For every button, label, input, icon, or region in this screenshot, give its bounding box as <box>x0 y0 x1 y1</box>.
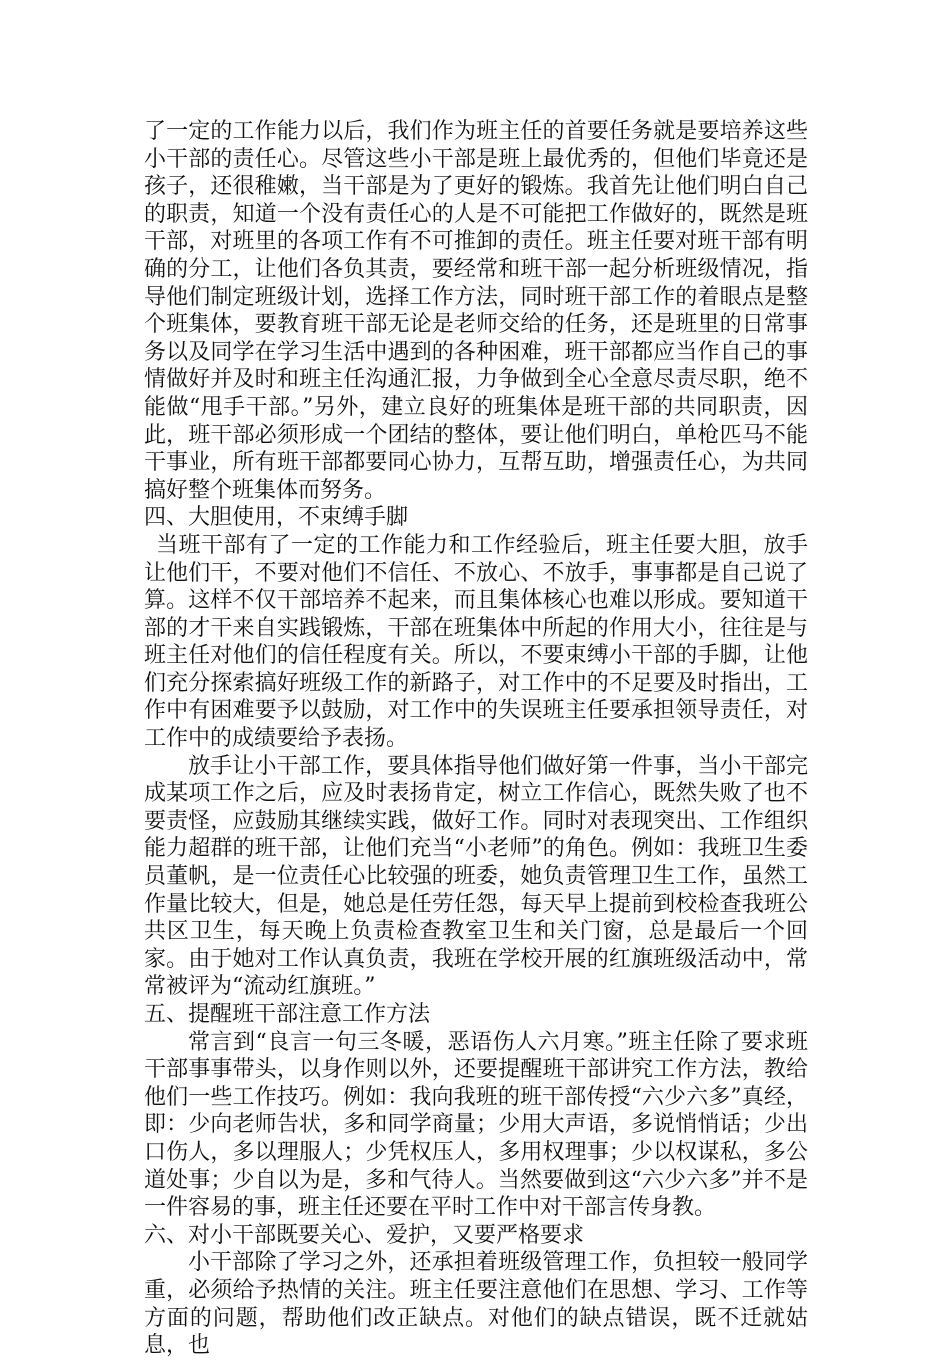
section-heading-four: 四、大胆使用，不束缚手脚 <box>144 505 409 531</box>
section-heading-six: 六、对小干部既要关心、爱护，又要严格要求 <box>144 1222 585 1248</box>
section-heading-five: 五、提醒班干部注意工作方法 <box>144 1002 431 1027</box>
paragraph-first-task: 放手让小干部工作，要具体指导他们做好第一件事，当小干部完成某项工作之后，应及时表扬肯定，树立工作信心，既然失败了也不要责怪，应鼓励其继续实践，做好工作。同时对表现突出、工作组织能力超群的班干部，让他们充当“小老师”的角色。例如：我班卫生委员董帆，是一位责任心比较强的班委，她负责管理卫生工作，虽然工作量比较大，但是，她总是任劳任怨，每天早上提前到校检查我班公共区卫生，每天晚上负责检查教室卫生和关门窗，总是最后一个回家。由于她对工作认真负责，我班在学校开展的红旗班级活动中，常常被评为“流动红旗班。” <box>144 753 808 1000</box>
paragraph-care-strict: 小干部除了学习之外，还承担着班级管理工作，负担较一般同学重，必须给予热情的关注。班主任要注意他们在思想、学习、工作等方面的问题，帮助他们改正缺点。对他们的缺点错误，既不迁就姑息，也 <box>144 1250 808 1359</box>
paragraph-responsibility: 了一定的工作能力以后，我们作为班主任的首要任务就是要培养这些小干部的责任心。尽管这些小干部是班上最优秀的，但他们毕竟还是孩子，还很稚嫩，当干部是为了更好的锻炼。我首先让他们明白自己的职责，知道一个没有责任心的人是不可能把工作做好的，既然是班干部，对班里的各项工作有不可推卸的责任。班主任要对班干部有明确的分工，让他们各负其责，要经常和班干部一起分析班级情况，指导他们制定班级计划，选择工作方法，同时班干部工作的着眼点是整个班集体，要教育班干部无论是老师交给的任务，还是班里的日常事务以及同学在学习生活中遇到的各种困难，班干部都应当作自己的事情做好并及时和班主任沟通汇报，力争做到全心全意尽责尽职，绝不能做“甩手干部。”另外，建立良好的班集体是班干部的共同职责，因此，班干部必须形成一个团结的整体，要让他们明白，单枪匹马不能干事业，所有班干部都要同心协力，互帮互助，增强责任心，为共同搞好整个班集体而努务。 <box>144 119 808 503</box>
paragraph-work-method: 常言到“良言一句三冬暖，恶语伤人六月寒。”班主任除了要求班干部事事带头，以身作则以外，还要提醒班干部讲究工作方法，教给他们一些工作技巧。例如：我向我班的班干部传授“六少六多”真经，即：少向老师告状，多和同学商量；少用大声语，多说悄悄话；少出口伤人，多以理服人；少凭权压人，多用权理事；少以权谋私，多公道处事；少自以为是，多和气待人。当然要做到这“六少六多”并不是一件容易的事，班主任还要在平时工作中对干部言传身教。 <box>144 1029 808 1221</box>
paragraph-bold-use: 当班干部有了一定的工作能力和工作经验后，班主任要大胆，放手让他们干，不要对他们不信任、不放心、不放手，事事都是自己说了算。这样不仅干部培养不起来，而且集体核心也难以形成。要知道干部的才干来自实践锻炼，干部在班集体中所起的作用大小，往往是与班主任对他们的信任程度有关。所以，不要束缚小干部的手脚，让他们充分探索搞好班级工作的新路子，对工作中的不足要及时指出，工作中有困难要予以鼓励，对工作中的失误班主任要承担领导责任，对工作中的成绩要给予表扬。 <box>144 532 808 752</box>
document-page <box>144 118 808 1360</box>
